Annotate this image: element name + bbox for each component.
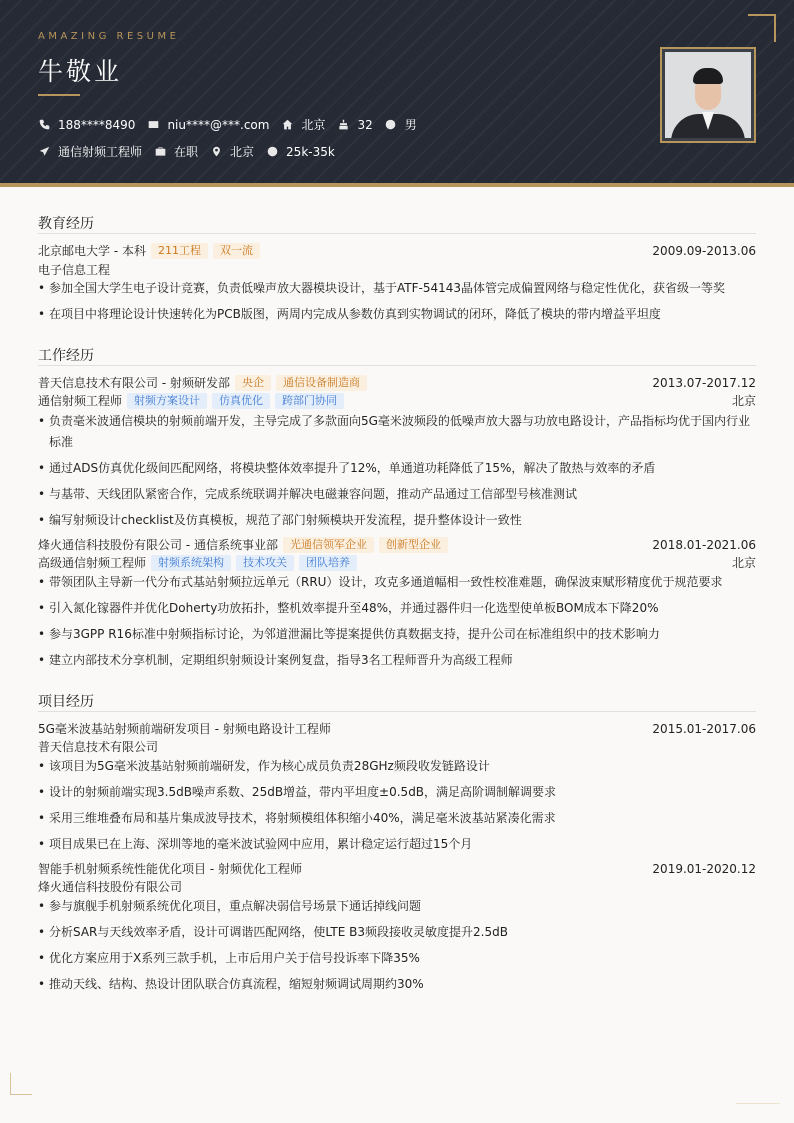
resume-tagline: AMAZING RESUME — [38, 31, 180, 42]
education-period: 2009.09-2013.06 — [652, 243, 756, 258]
age-info — [337, 118, 372, 132]
company-tag: 央企 — [235, 375, 271, 391]
project-header — [38, 860, 756, 877]
project-bullet: • 设计的射频前端实现3.5dB噪声系数、25dB增益，带内平坦度±0.5dB，满足高阶调制解调要求 — [38, 782, 756, 803]
hometown-text: 北京 — [301, 118, 326, 132]
education-header — [38, 242, 756, 259]
city-text: 北京 — [230, 145, 255, 159]
work-bullet: • 参与3GPP R16标准中射频指标讨论，为邻道泄漏比等提案提供仿真数据支持，提升公司在标准组织中的技术影响力 — [38, 624, 756, 645]
company-tag: 通信设备制造商 — [276, 375, 367, 391]
gender-text: 男 — [404, 118, 417, 132]
project-org: 烽火通信科技股份有限公司 — [38, 880, 183, 894]
role-tag: 射频系统架构 — [151, 555, 231, 571]
project-name: 智能手机射频系统性能优化项目 - 射频优化工程师 — [38, 862, 302, 876]
role-tag: 仿真优化 — [212, 393, 270, 409]
salary-icon — [266, 146, 278, 158]
phone-info — [38, 118, 135, 132]
project-org: 普天信息技术有限公司 — [38, 740, 159, 754]
work-city: 北京 — [731, 394, 756, 408]
status-info — [154, 143, 198, 160]
phone-text: 188****8490 — [58, 117, 136, 132]
mail-icon — [147, 119, 159, 131]
work-period: 2018.01-2021.06 — [652, 537, 756, 552]
contact-row — [38, 116, 429, 133]
education-section-title: 教育经历 — [38, 216, 94, 232]
school-tag: 双一流 — [213, 243, 260, 259]
company-tag: 创新型企业 — [379, 537, 448, 553]
work-bullet: • 带领团队主导新一代分布式基站射频拉远单元（RRU）设计，攻克多通道幅相一致性校准难题，确保波束赋形精度优于规范要求 — [38, 572, 756, 593]
work-bullet: • 建立内部技术分享机制，定期组织射频设计案例复盘，指导3名工程师晋升为高级工程师 — [38, 650, 756, 671]
school-tag: 211工程 — [151, 243, 208, 259]
cake-icon — [337, 119, 349, 131]
project-bullet: • 推动天线、结构、热设计团队联合仿真流程，缩短射频调试周期约30% — [38, 974, 756, 995]
work-period: 2013.07-2017.12 — [652, 375, 756, 390]
school-name: 北京邮电大学 - 本科 — [38, 244, 146, 258]
header-accent-bar — [0, 183, 794, 187]
city-info — [210, 143, 254, 160]
position-info — [38, 143, 142, 160]
project-bullet: • 该项目为5G毫米波基站射频前端研发，作为核心成员负责28GHz频段收发链路设计 — [38, 756, 756, 777]
briefcase-icon — [154, 146, 166, 158]
major-name: 电子信息工程 — [38, 263, 111, 277]
work-bullet-continued — [38, 432, 756, 453]
gender-icon — [385, 119, 397, 131]
role-line — [38, 554, 756, 571]
company-name: 烽火通信科技股份有限公司 - 通信系统事业部 — [38, 538, 278, 552]
location-pin-icon — [210, 146, 222, 158]
candidate-name: 牛敬业 — [38, 57, 123, 86]
bullet-continuation-text: 标准 — [49, 435, 74, 449]
corner-decoration — [10, 1073, 32, 1095]
work-bullet: • 编写射频设计checklist及仿真模板，规范了部门射频模块开发流程，提升整体设计一致性 — [38, 510, 756, 531]
hometown-info — [281, 116, 325, 133]
section-divider — [38, 365, 756, 366]
status-text: 在职 — [174, 145, 199, 159]
salary-text: 25k-35k — [286, 144, 335, 159]
project-name: 5G毫米波基站射频前端研发项目 - 射频电路设计工程师 — [38, 722, 331, 736]
role-tag: 团队培养 — [299, 555, 357, 571]
job-intent-row — [38, 143, 347, 160]
education-bullet: • 在项目中将理论设计快速转化为PCB版图，两周内完成从参数仿真到实物调试的闭环，降低了模块的带内增益平坦度 — [38, 304, 756, 325]
email-text: niu****@***.com — [167, 117, 270, 132]
project-bullet: • 采用三维堆叠布局和基片集成波导技术，将射频模组体积缩小40%，满足毫米波基站紧凑化需求 — [38, 808, 756, 829]
role-tag: 跨部门协同 — [275, 393, 344, 409]
project-section-title: 项目经历 — [38, 694, 94, 710]
project-bullet: • 项目成果已在上海、深圳等地的毫米波试验网中应用，累计稳定运行超过15个月 — [38, 834, 756, 855]
project-bullet: • 分析SAR与天线效率矛盾，设计可调谐匹配网络，使LTE B3频段接收灵敏度提升2.5dB — [38, 922, 756, 943]
work-bullet: • 与基带、天线团队紧密合作，完成系统联调并解决电磁兼容问题，推动产品通过工信部型号核准测试 — [38, 484, 756, 505]
home-icon — [281, 119, 293, 131]
role-name: 通信射频工程师 — [38, 394, 123, 408]
role-name: 高级通信射频工程师 — [38, 556, 147, 570]
profile-photo — [660, 47, 756, 143]
major-line — [38, 261, 756, 278]
position-text: 通信射频工程师 — [58, 145, 143, 159]
role-tag: 技术攻关 — [236, 555, 294, 571]
role-tag: 射频方案设计 — [127, 393, 207, 409]
work-bullet: • 通过ADS仿真优化级间匹配网络，将模块整体效率提升了12%，单通道功耗降低了15%，解决了散热与效率的矛盾 — [38, 458, 756, 479]
age-text: 32 — [357, 117, 373, 132]
section-divider — [38, 711, 756, 712]
project-period: 2019.01-2020.12 — [652, 861, 756, 876]
work-header — [38, 536, 756, 553]
role-line — [38, 392, 756, 409]
work-section-title: 工作经历 — [38, 348, 94, 364]
send-icon — [38, 146, 50, 158]
work-city: 北京 — [731, 556, 756, 570]
email-info — [147, 118, 269, 132]
company-name: 普天信息技术有限公司 - 射频研发部 — [38, 376, 230, 390]
section-divider — [38, 233, 756, 234]
avatar — [665, 52, 751, 138]
phone-icon — [38, 119, 50, 131]
project-bullet: • 优化方案应用于X系列三款手机，上市后用户关于信号投诉率下降35% — [38, 948, 756, 969]
education-bullet: • 参加全国大学生电子设计竞赛，负责低噪声放大器模块设计，基于ATF-54143晶体管完成偏置网络与稳定性优化，获省级一等奖 — [38, 278, 756, 299]
company-tag: 光通信领军企业 — [283, 537, 374, 553]
name-underline — [38, 94, 80, 96]
work-bullet: • 引入氮化镓器件并优化Doherty功放拓扑，整机效率提升至48%，并通过器件归一化选型使单板BOM成本下降20% — [38, 598, 756, 619]
corner-decoration — [736, 1103, 780, 1104]
salary-info — [266, 145, 335, 159]
gender-info — [385, 116, 417, 133]
project-org-line — [38, 738, 756, 755]
work-header — [38, 374, 756, 391]
work-bullet: • 负责毫米波通信模块的射频前端开发，主导完成了多款面向5G毫米波频段的低噪声放大器与功放电路设计，产品指标均优于国内行业 — [38, 411, 756, 432]
project-org-line — [38, 878, 756, 895]
project-period: 2015.01-2017.06 — [652, 721, 756, 736]
corner-decoration — [748, 14, 776, 42]
project-bullet: • 参与旗舰手机射频系统优化项目，重点解决弱信号场景下通话掉线问题 — [38, 896, 756, 917]
project-header — [38, 720, 756, 737]
